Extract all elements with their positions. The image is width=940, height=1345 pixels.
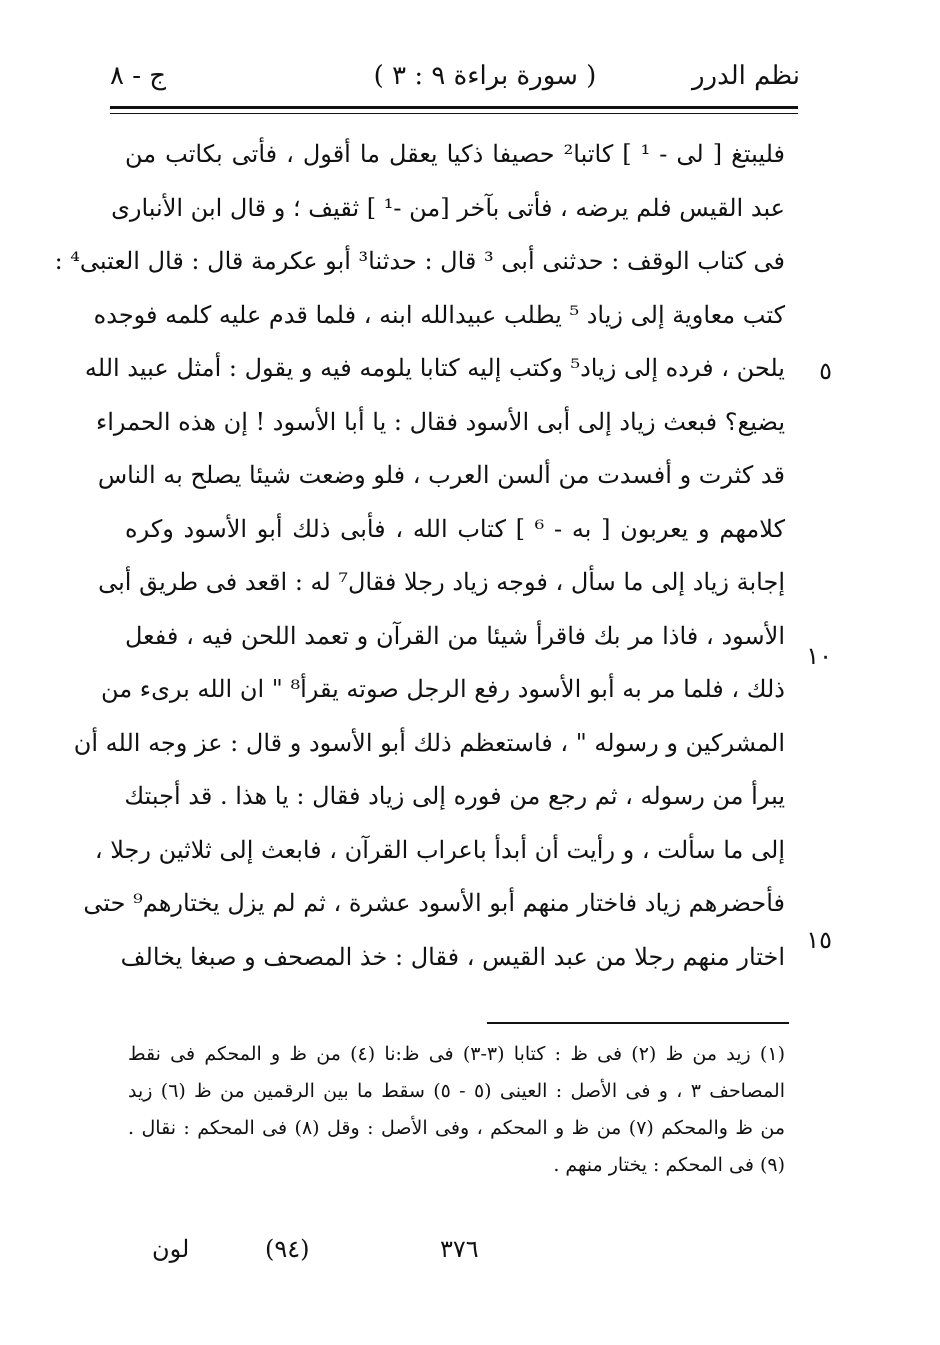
- running-header: [110, 58, 800, 98]
- text-line: ذلك ، فلما مر به أبو الأسود رفع الرجل صوته يقرأ⁸ " ان الله برىء من: [101, 675, 785, 703]
- text-line: فليبتغ [ لى - ¹ ] كاتبا² حصيفا ذكيا يعقل ما أقول ، فأتى بكاتب من: [125, 140, 785, 168]
- text-line: فأحضرهم زياد فاختار منهم أبو الأسود عشرة ، ثم لم يزل يختارهم⁹ حتى: [83, 889, 785, 917]
- text-line: اختار منهم رجلا من عبد القيس ، فقال : خذ المصحف و صبغا يخالف: [120, 942, 785, 971]
- text-line: إلى ما سألت ، و رأيت أن أبدأ باعراب القرآن ، فابعث إلى ثلاثين رجلا ،: [94, 835, 785, 864]
- text-line: يلحن ، فرده إلى زياد⁵ وكتب إليه كتابا يلومه فيه و يقول : أمثل عبيد الله: [84, 354, 785, 382]
- surah-reference: ( سورة براءة ٩ : ٣ ): [373, 61, 597, 91]
- color-note: لون: [152, 1235, 190, 1263]
- page-footer: [140, 1232, 700, 1272]
- footnote-line: من ظ والمحكم (٧) من ظ و المحكم ، وفى الأصل : وقل (٨) فى المحكم : نقال .: [128, 1117, 786, 1139]
- text-line: إجابة زياد إلى ما سأل ، فوجه زياد رجلا فقال⁷ له : اقعد فى طريق أبى: [98, 568, 785, 596]
- volume-label: ج - ٨: [110, 61, 167, 91]
- page-number: ٣٧٦: [440, 1235, 479, 1263]
- footnotes: [128, 1036, 785, 1184]
- book-title: نظم الدرر: [691, 61, 800, 91]
- text-line: فى كتاب الوقف : حدثنى أبى ³ قال : حدثنا³ أبو عكرمة قال : قال العتبى⁴ :: [54, 247, 785, 275]
- plate-number: (٩٤): [265, 1235, 310, 1263]
- text-line: عبد القيس فلم يرضه ، فأتى بآخر [من -¹ ] ثقيف ؛ و قال ابن الأنبارى: [111, 193, 785, 222]
- text-line: يضيع؟ فبعث زياد إلى أبى الأسود فقال : يا أبا الأسود ! إن هذه الحمراء: [95, 407, 785, 436]
- text-line: كلامهم و يعربون [ به - ⁶ ] كتاب الله ، فأبى ذلك أبو الأسود وكره: [125, 514, 785, 543]
- line-number-5: ٥: [819, 357, 832, 385]
- header-rule-thick: [110, 106, 798, 109]
- text-line: كتب معاوية إلى زياد ⁵ يطلب عبيدالله ابنه ، فلما قدم عليه كلمه فوجده: [93, 300, 785, 329]
- footnote-line: (٩) فى المحكم : يختار منهم .: [553, 1154, 785, 1176]
- footnote-line: (١) زيد من ظ (٢) فى ظ : كتابا (٣-٣) فى ظ:نا (٤) من ظ و المحكم فى نقط: [128, 1043, 785, 1065]
- text-line: قد كثرت و أفسدت من ألسن العرب ، فلو وضعت شيئا يصلح به الناس: [97, 461, 785, 489]
- text-line: الأسود ، فاذا مر بك فاقرأ شيئا من القرآن و تعمد اللحن فيه ، ففعل: [125, 621, 785, 650]
- text-line: المشركين و رسوله " ، فاستعظم ذلك أبو الأسود و قال : عز وجه الله أن: [73, 728, 785, 757]
- main-text: [54, 128, 785, 984]
- line-number-15: ١٥: [806, 926, 832, 954]
- text-line: يبرأ من رسوله ، ثم رجع من فوره إلى زياد فقال : يا هذا . قد أجبتك: [124, 782, 785, 810]
- header-rule-thin: [110, 113, 798, 114]
- footnote-separator: [487, 1022, 789, 1024]
- line-number-10: ١٠: [806, 642, 832, 670]
- footnote-line: المصاحف ٣ ، و فى الأصل : العينى (٥ - ٥) سقط ما بين الرقمين من ظ (٦) زيد: [128, 1080, 786, 1102]
